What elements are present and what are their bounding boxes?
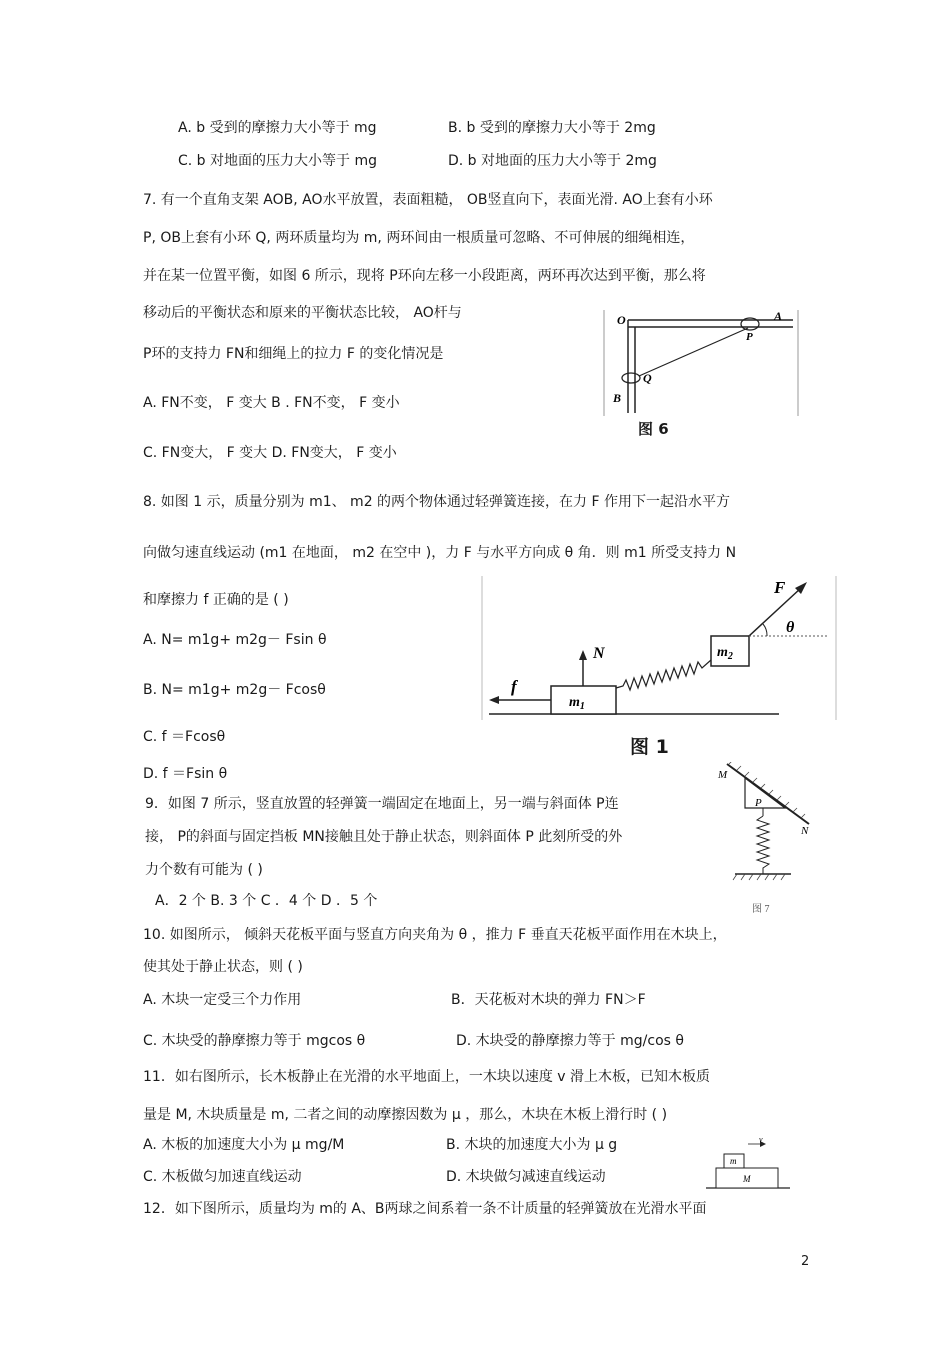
figure-7-diagram — [715, 762, 817, 920]
figure-7-caption: 图 7 — [752, 904, 770, 915]
text-line-l34: D. 木块做匀减速直线运动 — [446, 1169, 606, 1185]
text-line-l32: B. 木块的加速度大小为 μ g — [446, 1137, 618, 1153]
text-line-l07: 并在某一位置平衡，如图 6 所示，现将 P环向左移一小段距离，两环再次达到平衡，那么将 — [143, 268, 706, 284]
text-line-l10: A. FN不变， F 变大 B . FN不变， F 变小 — [143, 395, 400, 411]
text-line-l28: D. 木块受的静摩擦力等于 mg/cos θ — [456, 1033, 684, 1049]
label-A: A — [774, 309, 783, 323]
label-m1: $m_1$ — [569, 695, 585, 712]
label-F: F — [774, 578, 786, 597]
text-line-l20: 接， P的斜面与固定挡板 MN接触且处于静止状态，则斜面体 P 此刻所受的外 — [145, 829, 623, 845]
figure-6-diagram — [603, 308, 800, 443]
text-line-l03: C. b 对地面的压力大小等于 mg — [178, 153, 377, 169]
text-line-l16: B. N= m1g+ m2g－ Fcosθ — [143, 682, 326, 698]
text-line-l08: 移动后的平衡状态和原来的平衡状态比较， AO杆与 — [143, 305, 462, 321]
label-B: B — [613, 391, 622, 405]
figure-11-diagram — [702, 1136, 794, 1194]
text-line-l06: P, OB上套有小环 Q, 两环质量均为 m, 两环间由一根质量可忽略、不可伸展的细绳相连， — [143, 230, 695, 246]
label-M: M — [718, 769, 728, 781]
text-line-l24: 使其处于静止状态，则 ( ) — [143, 959, 303, 975]
text-line-l25: A. 木块一定受三个力作用 — [143, 992, 302, 1008]
label-P: P — [746, 331, 753, 343]
text-line-l18: D. f ＝Fsin θ — [143, 766, 228, 782]
text-line-l05: 7. 有一个直角支架 AOB, AO水平放置，表面粗糙， OB竖直向下，表面光滑. AO上套有小环 — [143, 192, 713, 208]
text-line-l17: C. f ＝Fcosθ — [143, 729, 226, 745]
text-line-l11: C. FN变大， F 变大 D. FN变大， F 变小 — [143, 445, 397, 461]
text-line-l27: C. 木块受的静摩擦力等于 mgcos θ — [143, 1033, 366, 1049]
text-line-l02: B. b 受到的摩擦力大小等于 2mg — [448, 120, 656, 136]
text-line-l09: P环的支持力 FN和细绳上的拉力 F 的变化情况是 — [143, 346, 444, 362]
figure-1-caption: 图 1 — [630, 736, 669, 758]
label-P: P — [755, 797, 762, 809]
text-line-l12: 8. 如图 1 示，质量分别为 m1、 m2 的两个物体通过轻弹簧连接，在力 F 作用下一起沿水平方 — [143, 494, 731, 510]
text-line-l15: A. N= m1g+ m2g－ Fsin θ — [143, 632, 327, 648]
label-v: v — [759, 1136, 763, 1144]
text-line-l35: 12．如下图所示，质量均为 m的 A、B两球之间系着一条不计质量的轻弹簧放在光滑水平面 — [143, 1201, 707, 1217]
label-f: f — [511, 677, 517, 696]
text-line-l22: A．2 个 B. 3 个 C ．4 个 D ．5 个 — [155, 893, 378, 909]
text-line-l13: 向做匀速直线运动 (m1 在地面， m2 在空中 )，力 F 与水平方向成 θ 角．则 m1 所受支持力 N — [143, 545, 737, 561]
figure-1-diagram — [481, 576, 838, 722]
text-line-l31: A. 木板的加速度大小为 μ mg/M — [143, 1137, 345, 1153]
text-line-l23: 10. 如图所示， 倾斜天花板平面与竖直方向夹角为 θ ，推力 F 垂直天花板平面作用在木块上， — [143, 927, 727, 943]
label-N: N — [593, 645, 605, 662]
label-m: m — [730, 1156, 737, 1166]
text-line-l21: 力个数有可能为 ( ) — [145, 862, 263, 878]
text-line-l29: 11．如右图所示，长木板静止在光滑的水平地面上，一木块以速度 v 滑上木板，已知木板质 — [143, 1069, 710, 1085]
text-line-l04: D. b 对地面的压力大小等于 2mg — [448, 153, 657, 169]
text-line-l14: 和摩擦力 f 正确的是 ( ) — [143, 592, 289, 608]
label-Q: Q — [643, 371, 652, 385]
label-m2: $m_2$ — [717, 645, 733, 662]
text-line-l26: B．天花板对木块的弹力 FN＞F — [451, 992, 646, 1008]
text-line-l01: A. b 受到的摩擦力大小等于 mg — [178, 120, 377, 136]
page-number: 2 — [801, 1254, 810, 1269]
label-theta: θ — [786, 619, 795, 636]
label-N: N — [801, 825, 809, 837]
text-line-l30: 量是 M, 木块质量是 m, 二者之间的动摩擦因数为 μ ，那么，木块在木板上滑行时 ( ) — [143, 1107, 668, 1123]
label-O: O — [617, 313, 626, 327]
figure-6-caption: 图 6 — [638, 420, 669, 438]
label-M: M — [743, 1174, 751, 1184]
text-line-l19: 9．如图 7 所示，竖直放置的轻弹簧一端固定在地面上，另一端与斜面体 P连 — [145, 796, 619, 812]
text-line-l33: C. 木板做匀加速直线运动 — [143, 1169, 302, 1185]
